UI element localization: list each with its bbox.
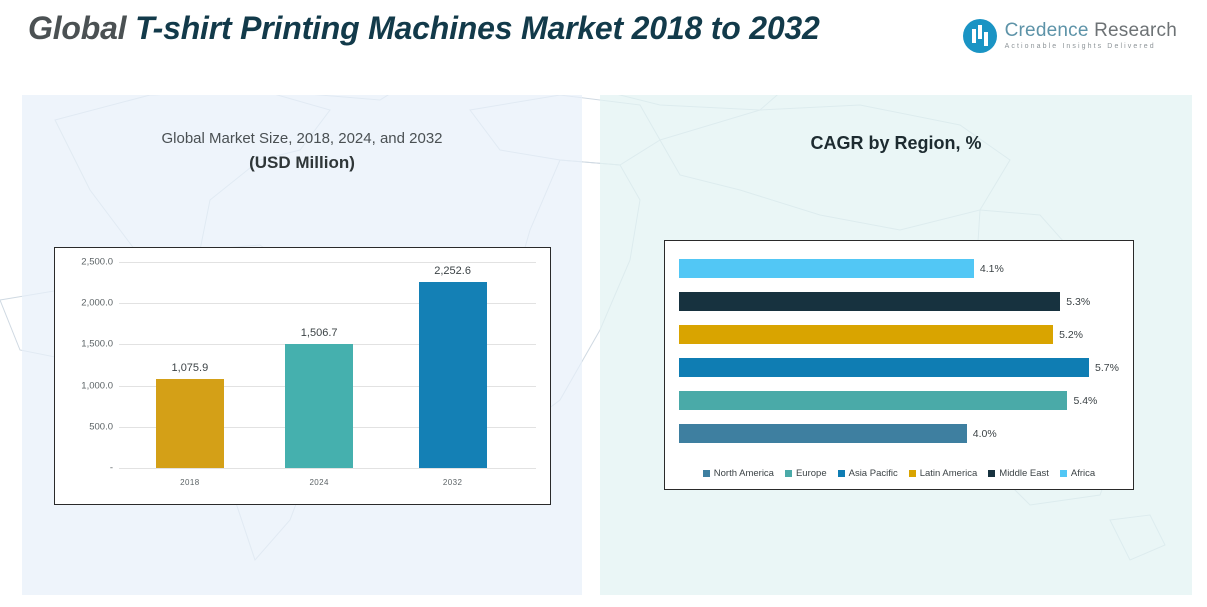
legend-item — [785, 468, 827, 479]
legend-swatch — [838, 470, 845, 477]
logo-name — [1005, 21, 1177, 41]
cagr-value-label: 5.4% — [1073, 394, 1098, 407]
y-axis-tick-label: 1,000.0 — [81, 380, 113, 392]
cagr-value-label: 4.0% — [972, 427, 997, 440]
legend-swatch — [703, 470, 710, 477]
left-panel-title-line2: (USD Million) — [249, 153, 355, 172]
bar-group — [156, 262, 224, 487]
cagr-bar — [679, 292, 1060, 311]
legend-label: Europe — [795, 468, 827, 479]
cagr-bar — [679, 391, 1067, 410]
legend-label: North America — [713, 468, 774, 479]
bar-value-label: 2,252.6 — [434, 265, 471, 278]
page-title-accent: T-shirt Printing Machines Market 2018 to 2032 — [135, 10, 820, 46]
legend-swatch — [988, 470, 995, 477]
cagr-bar — [679, 259, 974, 278]
bar-group — [285, 262, 353, 487]
header — [0, 0, 1207, 95]
logo-text — [1005, 21, 1177, 50]
y-axis-tick-label: 1,500.0 — [81, 338, 113, 350]
cagr-legend — [665, 468, 1133, 479]
legend-label: Africa — [1070, 468, 1096, 479]
legend-swatch — [785, 470, 792, 477]
page-title-plain: Global — [28, 10, 136, 46]
cagr-value-label: 5.3% — [1066, 295, 1091, 308]
legend-item — [1060, 468, 1095, 479]
x-axis-tick-label: 2024 — [309, 478, 329, 487]
cagr-value-label: 5.2% — [1059, 328, 1083, 341]
bar — [285, 344, 353, 468]
cagr-bar — [679, 325, 1053, 344]
cagr-bar-row — [679, 259, 1123, 278]
x-axis-tick-label: 2018 — [180, 478, 200, 487]
legend-label: Middle East — [999, 468, 1049, 479]
market-size-bar-chart — [54, 247, 551, 505]
page-title — [28, 6, 948, 50]
cagr-bar-row — [679, 358, 1123, 377]
bar — [419, 282, 487, 468]
legend-swatch — [909, 470, 916, 477]
legend-label: Latin America — [919, 468, 978, 479]
bar — [156, 379, 224, 468]
left-panel-title-line1: Global Market Size, 2018, 2024, and 2032 — [161, 130, 443, 147]
logo-tagline: Actionable Insights Delivered — [1004, 43, 1156, 51]
cagr-bar-row — [679, 325, 1123, 344]
bar-chart-plot-area — [81, 256, 536, 487]
cagr-bar — [679, 424, 967, 443]
cagr-value-label: 4.1% — [979, 262, 1004, 275]
legend-label: Asia Pacific — [848, 468, 898, 479]
cagr-value-label: 5.7% — [1095, 361, 1119, 374]
y-axis-tick-label: 2,000.0 — [81, 297, 113, 309]
bar-value-label: 1,075.9 — [171, 362, 209, 375]
gridline — [119, 468, 536, 469]
logo-mark-icon — [963, 19, 997, 53]
legend-item — [703, 468, 774, 479]
brand-logo — [963, 16, 1177, 56]
legend-swatch — [1060, 470, 1067, 477]
bar-value-label: 1,506.7 — [300, 326, 338, 339]
x-axis-tick-label: 2032 — [442, 478, 463, 487]
y-axis-tick-label: 2,500.0 — [81, 256, 113, 268]
logo-name-accent: Credence — [1004, 20, 1089, 42]
cagr-bar-row — [679, 391, 1123, 410]
left-panel — [22, 95, 582, 595]
legend-item — [988, 468, 1049, 479]
y-axis-tick-label: - — [109, 462, 113, 474]
right-panel — [600, 95, 1192, 595]
bar-group — [419, 262, 487, 487]
cagr-bar — [679, 358, 1089, 377]
right-panel-title: CAGR by Region, % — [810, 133, 982, 153]
legend-item — [838, 468, 898, 479]
cagr-bar-row — [679, 292, 1123, 311]
cagr-by-region-chart — [664, 240, 1134, 490]
logo-name-rest: Research — [1088, 20, 1177, 42]
cagr-bar-row — [679, 424, 1123, 443]
y-axis-tick-label: 500.0 — [89, 421, 113, 433]
legend-item — [909, 468, 978, 479]
